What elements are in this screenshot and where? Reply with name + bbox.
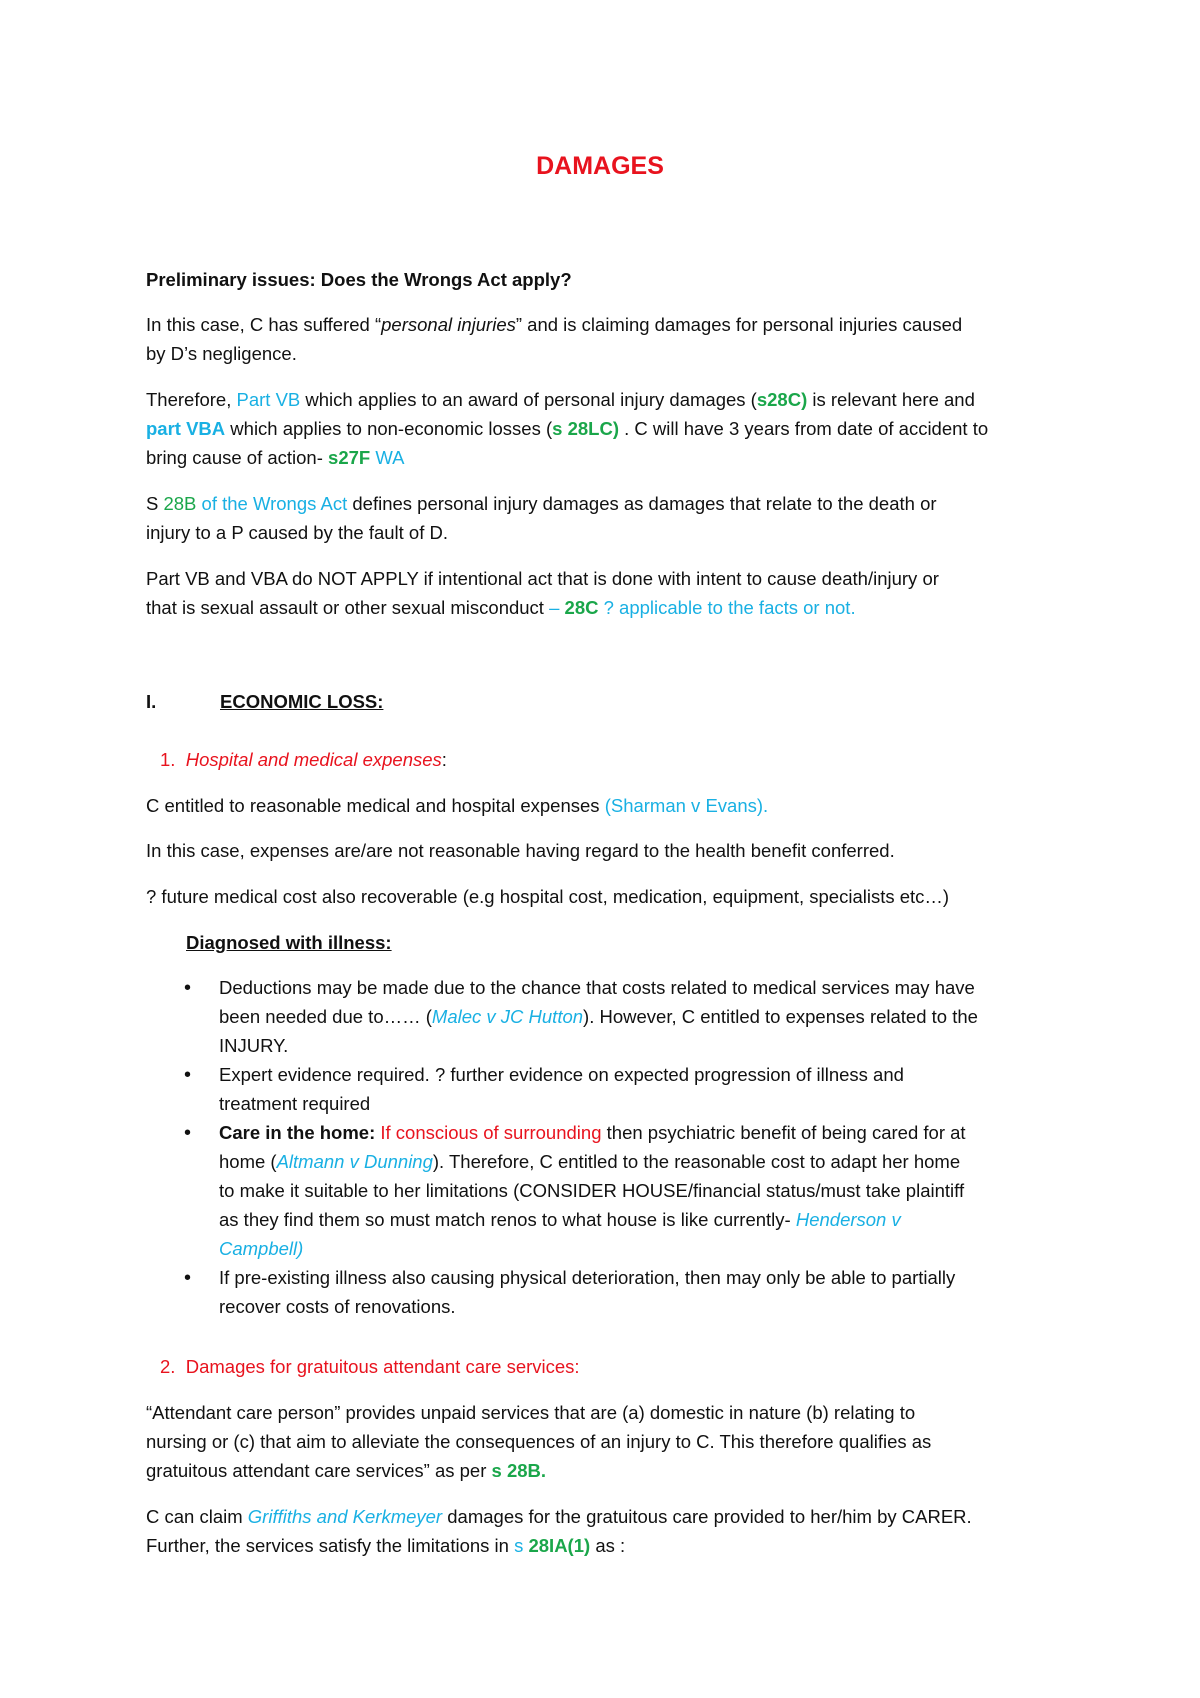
emphasis-text: personal injuries	[381, 314, 516, 335]
preliminary-paragraph-1-line-2: by D’s negligence.	[146, 343, 297, 364]
item-2-heading: 2. Damages for gratuitous attendant care services:	[160, 1356, 580, 1377]
altmann-v-dunning-case: Altmann v Dunning	[276, 1151, 433, 1172]
medical-expenses-line: C entitled to reasonable medical and hospital expenses (Sharman v Evans).	[146, 795, 769, 816]
s27f-reference: s27F	[328, 447, 371, 468]
bullet-3-line-3: to make it suitable to her limitations (CONSIDER HOUSE/financial status/must take plaintiff	[219, 1180, 965, 1201]
bullet-1-line-2: been needed due to…… (Malec v JC Hutton). However, C entitled to expenses related to the	[219, 1006, 978, 1027]
preliminary-paragraph-2-line-3: bring cause of action- s27F WA	[146, 447, 405, 468]
preliminary-heading: Preliminary issues: Does the Wrongs Act apply?	[146, 269, 572, 290]
s28lc-reference: s 28LC)	[552, 418, 619, 439]
bullet-2-marker: •	[184, 1064, 192, 1086]
griffiths-line-2: Further, the services satisfy the limitations in s 28IA(1) as :	[146, 1535, 626, 1556]
preliminary-paragraph-3-line-2: injury to a P caused by the fault of D.	[146, 522, 448, 543]
bullet-2-line-2: treatment required	[219, 1093, 371, 1114]
attendant-care-line-2: nursing or (c) that aim to alleviate the consequences of an injury to C. This therefore qualifies as	[146, 1431, 932, 1452]
sharman-v-evans-case: (Sharman v Evans).	[604, 795, 769, 816]
wrongs-act-reference: of the Wrongs Act	[196, 493, 348, 514]
s28c-reference: s28C)	[756, 389, 808, 410]
s28b-reference: s 28B.	[491, 1460, 547, 1481]
henderson-v-campbell-case: Henderson v	[795, 1209, 901, 1230]
section-numeral: I.	[146, 691, 157, 712]
bullet-1-line-1: Deductions may be made due to the chance that costs related to medical services may have	[219, 977, 975, 998]
bullet-1-marker: •	[184, 977, 192, 999]
preliminary-paragraph-2-line-1: Therefore, Part VB which applies to an award of personal injury damages (s28C) is relevant here and	[146, 389, 975, 410]
s28c-reference: 28C	[564, 597, 599, 618]
economic-loss-heading: ECONOMIC LOSS:	[220, 691, 384, 712]
bullet-3-line-2: home (Altmann v Dunning). Therefore, C entitled to the reasonable cost to adapt her home	[219, 1151, 961, 1172]
bullet-4-marker: •	[184, 1267, 192, 1289]
part-vba-reference: part VBA	[146, 418, 226, 439]
diagnosed-illness-subheading: Diagnosed with illness:	[186, 932, 392, 953]
malec-v-jc-hutton-case: Malec v JC Hutton	[431, 1006, 584, 1027]
attendant-care-line-3: gratuitous attendant care services” as per s 28B.	[146, 1460, 547, 1481]
bullet-4-line-2: recover costs of renovations.	[219, 1296, 456, 1317]
bullet-1-line-3: INJURY.	[219, 1035, 289, 1056]
bullet-4-line-1: If pre-existing illness also causing physical deterioration, then may only be able to partially	[219, 1267, 956, 1288]
gratuitous-care-title: Damages for gratuitous attendant care services:	[185, 1356, 580, 1377]
preliminary-paragraph-4-line-1: Part VB and VBA do NOT APPLY if intentional act that is done with intent to cause death/injury or	[146, 568, 939, 589]
bullet-3-line-1: Care in the home: If conscious of surrounding then psychiatric benefit of being cared for at	[219, 1122, 966, 1143]
hospital-expenses-title: Hospital and medical expenses	[185, 749, 442, 770]
part-vb-reference: Part VB	[236, 389, 301, 410]
s28b-reference: 28B	[163, 493, 197, 514]
griffiths-line-1: C can claim Griffiths and Kerkmeyer damages for the gratuitous care provided to her/him by CARER.	[146, 1506, 972, 1527]
reasonable-expenses-line: In this case, expenses are/are not reasonable having regard to the health benefit conferred.	[146, 840, 895, 861]
preliminary-paragraph-2-line-2: part VBA which applies to non-economic losses (s 28LC) . C will have 3 years from date of accident to	[146, 418, 989, 439]
wa-reference: WA	[370, 447, 405, 468]
future-medical-cost-line: ? future medical cost also recoverable (e.g hospital cost, medication, equipment, specialists etc…)	[146, 886, 950, 907]
preliminary-paragraph-4-line-2: that is sexual assault or other sexual misconduct – 28C ? applicable to the facts or not.	[146, 597, 856, 618]
preliminary-paragraph-1-line-1: In this case, C has suffered “personal injuries” and is claiming damages for personal injuries caused	[146, 314, 963, 335]
bullet-3-marker: •	[184, 1122, 192, 1144]
griffiths-and-kerkmeyer-case: Griffiths and Kerkmeyer	[247, 1506, 443, 1527]
attendant-care-line-1: “Attendant care person” provides unpaid services that are (a) domestic in nature (b) relating to	[146, 1402, 916, 1423]
s28ia-reference: 28IA(1)	[528, 1535, 591, 1556]
preliminary-paragraph-3-line-1: S 28B of the Wrongs Act defines personal injury damages as damages that relate to the death or	[146, 493, 937, 514]
bullet-2-line-1: Expert evidence required. ? further evidence on expected progression of illness and	[219, 1064, 904, 1085]
item-1-heading: 1. Hospital and medical expenses:	[160, 749, 447, 770]
bullet-3-line-5: Campbell)	[219, 1238, 304, 1259]
bullet-3-line-4: as they find them so must match renos to what house is like currently- Henderson v	[219, 1209, 901, 1230]
page-title: DAMAGES	[536, 152, 664, 180]
